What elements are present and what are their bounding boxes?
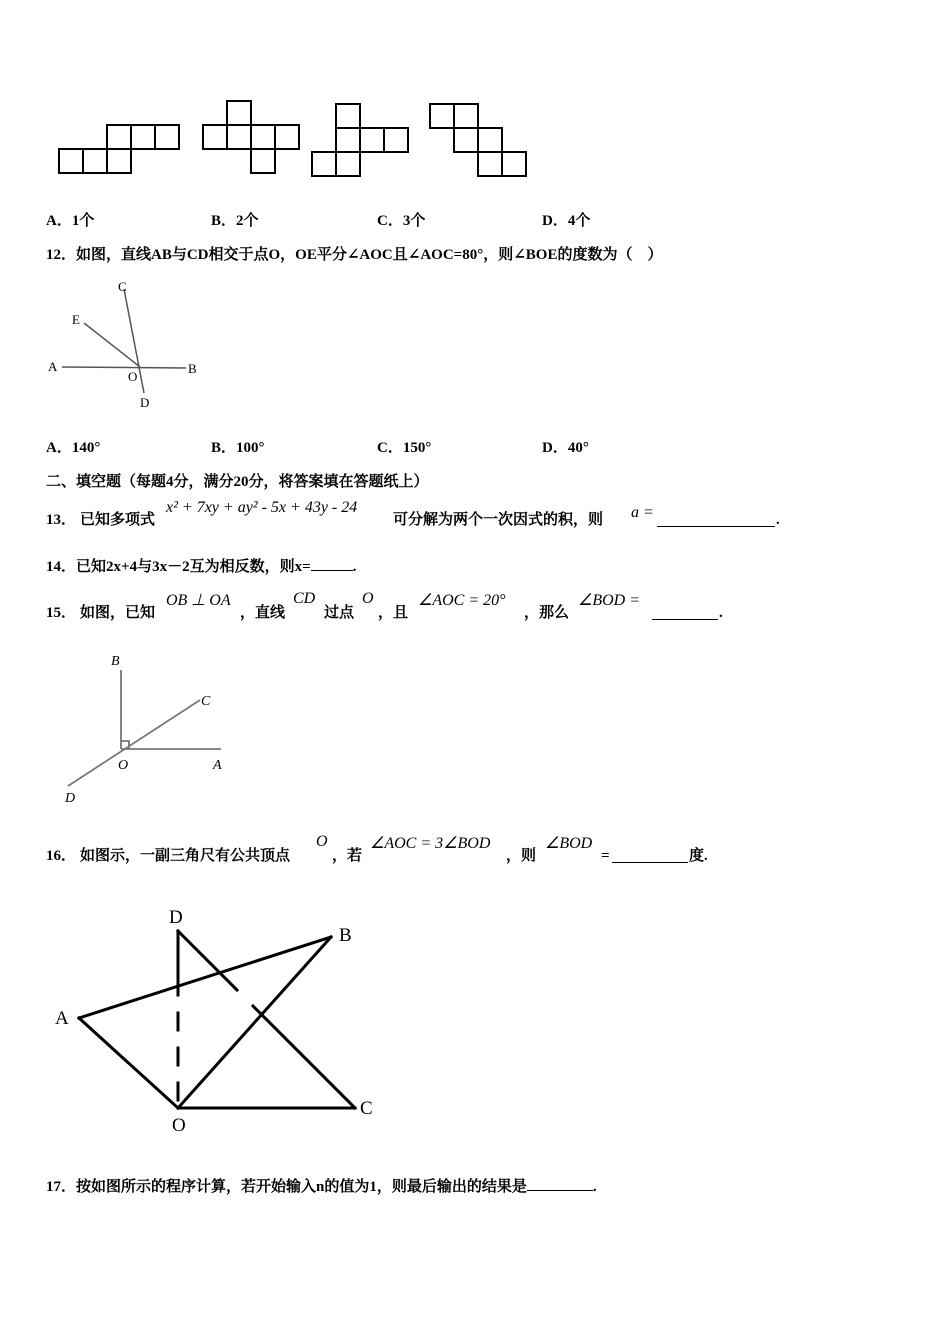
q16-label-c: C	[360, 1098, 373, 1119]
q15-answer-blank[interactable]	[652, 605, 718, 620]
q13-number: 13．	[46, 512, 77, 528]
cube-net-2	[203, 101, 299, 173]
q15-label-o: O	[118, 758, 129, 773]
q11-option-a: A．1个	[46, 213, 95, 229]
cube-net-3	[312, 104, 408, 176]
q15-label-a: A	[213, 758, 222, 773]
q17-answer-blank[interactable]	[527, 1176, 593, 1191]
q15-prefix: 如图，已知	[80, 605, 156, 621]
q16-label-o: O	[172, 1115, 186, 1136]
q15-text-1: ，直线	[240, 605, 286, 621]
q16-label-a: A	[55, 1008, 69, 1029]
q15-math-2: CD	[293, 590, 316, 607]
q13-middle: 可分解为两个一次因式的积，则	[393, 512, 604, 528]
q14-stem: 14．已知2x+4与3x－2互为相反数，则x= .	[46, 556, 356, 577]
q12-option-a: A．140°	[46, 440, 101, 456]
q16-prefix: 如图示，一副三角尺有公共顶点	[80, 848, 291, 864]
cube-nets-figure	[0, 0, 950, 200]
q15-label-d: D	[65, 791, 76, 806]
q12-label-e: E	[72, 312, 80, 327]
q13-expression: x² + 7xy + ay² - 5x + 43y - 24	[166, 499, 358, 516]
section-2-title: 二、填空题（每题4分，满分20分，将答案填在答题纸上）	[46, 474, 429, 490]
q15-end: .	[719, 605, 723, 621]
q13-variable: a =	[631, 504, 654, 521]
q16-math-2: ∠AOC = 3∠BOD	[370, 835, 491, 852]
q16-math-3: ∠BOD	[545, 835, 593, 852]
q12-label-c: C	[118, 279, 127, 294]
q11-option-d: D．4个	[542, 213, 591, 229]
q12-figure	[40, 275, 240, 415]
q12-label-b: B	[188, 361, 197, 376]
q17-stem: 17．按如图所示的程序计算，若开始输入n的值为1，则最后输出的结果是 .	[46, 1176, 597, 1197]
q15-figure	[55, 648, 255, 808]
q16-end: 度.	[689, 848, 708, 864]
q16-text-1: ，若	[332, 848, 363, 864]
q15-math-4: ∠AOC = 20°	[418, 592, 506, 609]
q14-answer-blank[interactable]	[311, 556, 353, 571]
q16-label-b: B	[339, 925, 352, 946]
q15-label-b: B	[111, 654, 120, 669]
q11-option-c: C．3个	[377, 213, 426, 229]
q12-option-b: B．100°	[211, 440, 265, 456]
q13-answer-blank[interactable]	[657, 512, 775, 527]
q12-option-c: C．150°	[377, 440, 432, 456]
q16-figure	[45, 895, 405, 1145]
q16-label-d: D	[169, 907, 183, 928]
q16-eq: =	[601, 848, 610, 864]
q15-text-3: ，且	[378, 605, 409, 621]
q15-text-4: ，那么	[524, 605, 570, 621]
q15-math-5: ∠BOD =	[578, 592, 641, 609]
q16-number: 16．	[46, 848, 77, 864]
q15-math-3: O	[362, 590, 374, 607]
q16-math-1: O	[316, 833, 328, 850]
q12-stem: 12．如图，直线AB与CD相交于点O，OE平分∠AOC且∠AOC=80°，则∠BOE的度数为（ ）	[46, 247, 663, 263]
q16-text-2: ，则	[506, 848, 537, 864]
cube-net-1	[59, 125, 179, 173]
q15-number: 15．	[46, 605, 77, 621]
q15-math-1: OB ⊥ OA	[166, 592, 231, 609]
q12-label-a: A	[48, 359, 58, 374]
q11-option-b: B．2个	[211, 213, 259, 229]
cube-net-4	[430, 104, 526, 176]
q12-label-d: D	[140, 395, 150, 410]
q15-text-2: 过点	[324, 605, 355, 621]
q13-prefix: 已知多项式	[80, 512, 156, 528]
q12-label-o: O	[128, 369, 138, 384]
q12-option-d: D．40°	[542, 440, 589, 456]
q15-label-c: C	[201, 694, 211, 709]
q13-end: .	[776, 512, 780, 528]
q16-answer-blank[interactable]	[612, 848, 688, 863]
